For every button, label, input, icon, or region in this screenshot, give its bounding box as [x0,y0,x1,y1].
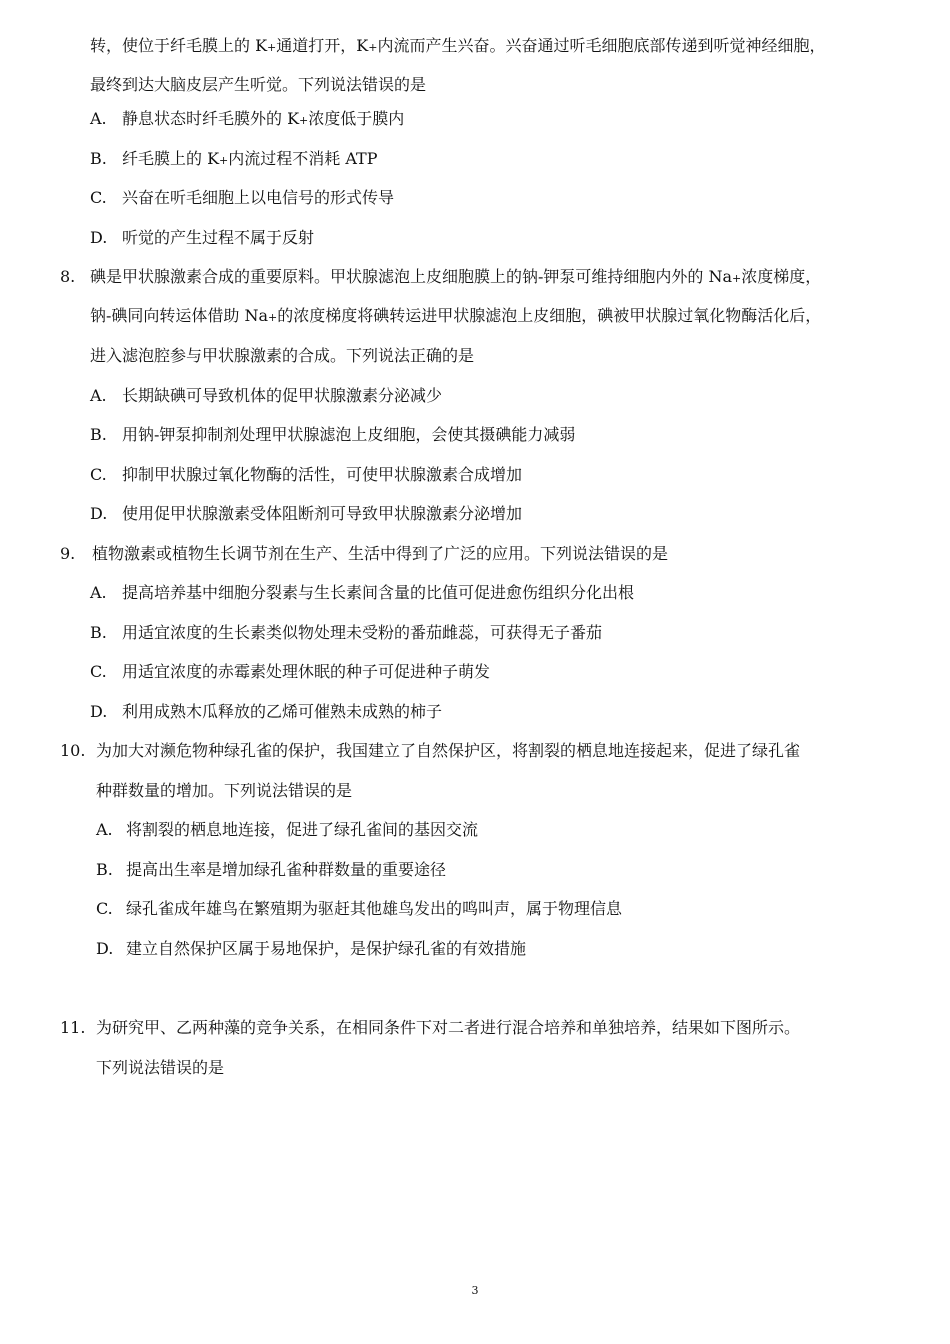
q9-option-c-letter: C. [90,662,107,681]
q7-option-b-letter: B. [90,149,107,168]
q7-option-a-letter: A. [90,109,107,128]
q9-line-1: 植物激素或植物生长调节剂在生产、生活中得到了广泛的应用。下列说法错误的是 [92,544,669,563]
page-number: 3 [471,1284,479,1297]
q7-line-2: 最终到达大脑皮层产生听觉。下列说法错误的是 [90,75,427,94]
q8-option-d: 使用促甲状腺激素受体阻断剂可导致甲状腺激素分泌增加 [122,504,523,523]
q8-option-a-letter: A. [90,386,107,405]
q9-option-d: 利用成熟木瓜释放的乙烯可催熟未成熟的柿子 [122,702,443,721]
q7-option-d: 听觉的产生过程不属于反射 [122,228,315,247]
q10-line-2: 种群数量的增加。下列说法错误的是 [96,781,353,800]
q10-option-b: 提高出生率是增加绿孔雀种群数量的重要途径 [126,860,447,879]
q8-option-c: 抑制甲状腺过氧化物酶的活性，可使甲状腺激素合成增加 [122,465,523,484]
q10-option-c-letter: C. [96,899,113,918]
q10-option-a-letter: A. [96,820,113,839]
q10-number: 10. [60,741,86,760]
q7-line-1: 转，使位于纤毛膜上的 K+通道打开，K+内流而产生兴奋。兴奋通过听毛细胞底部传递到听觉神经细胞， [90,36,826,55]
q8-number: 8. [60,267,76,286]
q8-option-b-letter: B. [90,425,107,444]
q7-option-c: 兴奋在听毛细胞上以电信号的形式传导 [122,188,395,207]
q7-option-a: 静息状态时纤毛膜外的 K+浓度低于膜内 [122,109,405,128]
q9-option-b: 用适宜浓度的生长素类似物处理未受粉的番茄雌蕊，可获得无子番茄 [122,623,603,642]
q10-option-d: 建立自然保护区属于易地保护，是保护绿孔雀的有效措施 [126,939,527,958]
q10-option-b-letter: B. [96,860,113,879]
q11-number: 11. [60,1018,86,1037]
q7-option-d-letter: D. [90,228,108,247]
q7-option-c-letter: C. [90,188,107,207]
q10-line-1: 为加大对濒危物种绿孔雀的保护，我国建立了自然保护区，将割裂的栖息地连接起来，促进了绿孔雀 [96,741,801,760]
q9-number: 9. [60,544,76,563]
q9-option-d-letter: D. [90,702,108,721]
q9-option-b-letter: B. [90,623,107,642]
q9-option-c: 用适宜浓度的赤霉素处理休眠的种子可促进种子萌发 [122,662,491,681]
q10-option-d-letter: D. [96,939,114,958]
q8-line-2: 钠-碘同向转运体借助 Na+的浓度梯度将碘转运进甲状腺滤泡上皮细胞，碘被甲状腺过氧化物酶活化后， [90,306,822,325]
q7-option-b: 纤毛膜上的 K+内流过程不消耗 ATP [122,149,378,168]
q9-option-a: 提高培养基中细胞分裂素与生长素间含量的比值可促进愈伤组织分化出根 [122,583,635,602]
q8-option-a: 长期缺碘可导致机体的促甲状腺激素分泌减少 [122,386,443,405]
q10-option-a: 将割裂的栖息地连接，促进了绿孔雀间的基因交流 [126,820,479,839]
q11-line-1: 为研究甲、乙两种藻的竞争关系，在相同条件下对二者进行混合培养和单独培养，结果如下图所示。 [96,1018,801,1037]
q9-option-a-letter: A. [90,583,107,602]
q8-option-b: 用钠-钾泵抑制剂处理甲状腺滤泡上皮细胞，会使其摄碘能力减弱 [122,425,576,444]
q8-line-3: 进入滤泡腔参与甲状腺激素的合成。下列说法正确的是 [90,346,475,365]
q10-option-c: 绿孔雀成年雄鸟在繁殖期为驱赶其他雄鸟发出的鸣叫声，属于物理信息 [126,899,623,918]
q11-line-2: 下列说法错误的是 [96,1058,225,1077]
q8-line-1: 碘是甲状腺激素合成的重要原料。甲状腺滤泡上皮细胞膜上的钠-钾泵可维持细胞内外的 Na+浓度梯度， [90,267,822,286]
q8-option-d-letter: D. [90,504,108,523]
q8-option-c-letter: C. [90,465,107,484]
